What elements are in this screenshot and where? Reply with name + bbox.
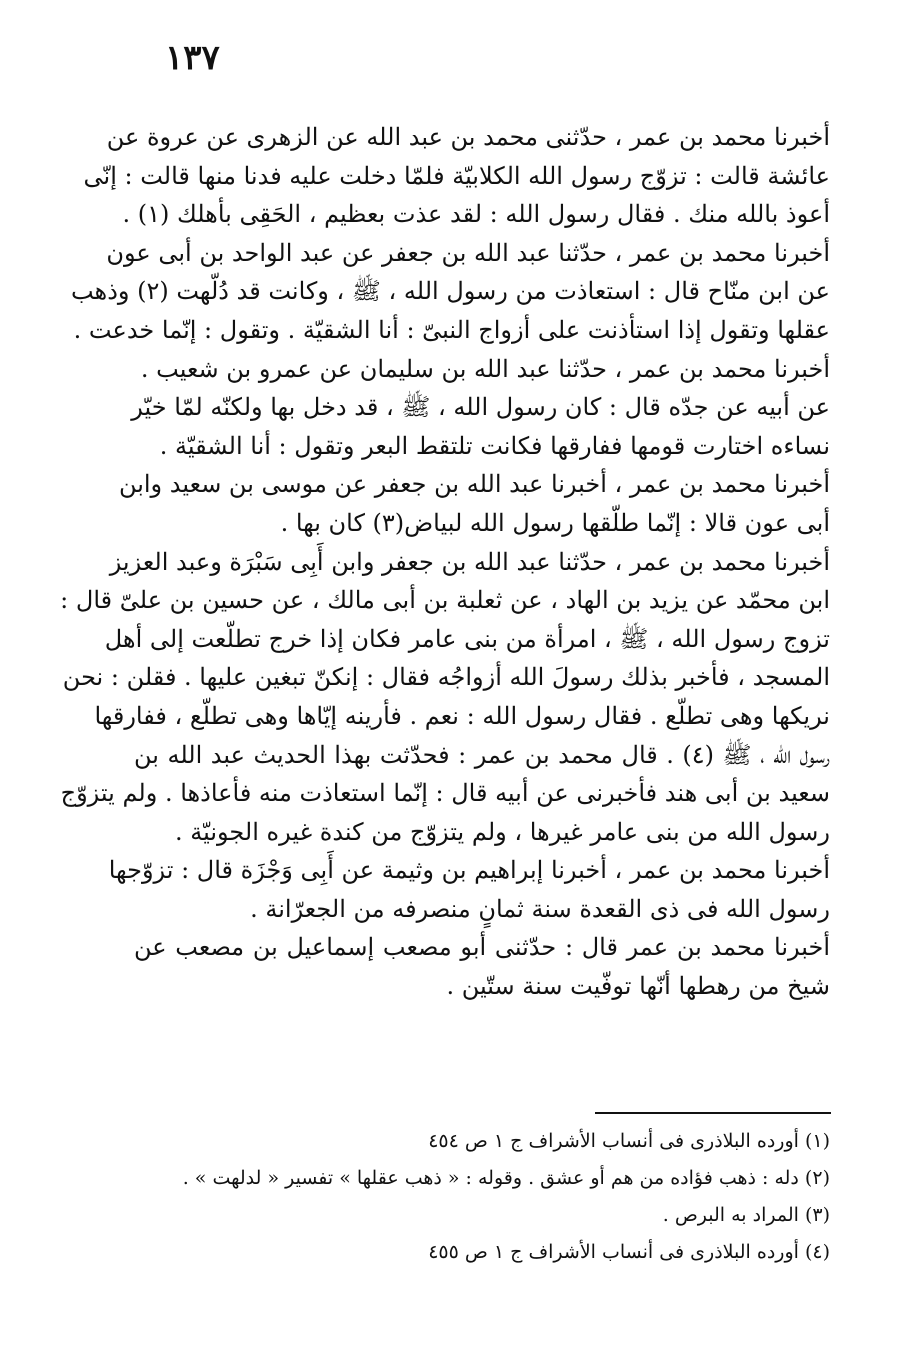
text-line: أخبرنا محمد بن عمر ، أخبرنا عبد الله بن جعفر عن موسى بن سعيد وابن [118, 470, 830, 499]
text-line: نريكها وهى تطلّع . فقال رسول الله : نعم . فأرينه إيّاها وهى تطلّع ، ففارقها [94, 701, 830, 730]
paragraph-6 [60, 543, 830, 852]
text-line: عن أبيه عن جدّه قال : كان رسول الله ، ﷺ ، قد دخل بها ولكنّه لمّا خيّر [131, 393, 830, 422]
paragraph-7 [108, 851, 830, 928]
paragraph-8 [134, 928, 830, 1005]
text-line: سعيد بن أبى هند فأخبرنى عن أبيه قال : إنّما استعاذت منه فأعاذها . ولم يتزوّج [60, 779, 830, 808]
text-line: ابن محمّد عن يزيد بن الهاد ، عن ثعلبة بن أبى مالك ، عن حسين بن علىّ قال : [60, 586, 830, 615]
text-line: عقلها وتقول إذا استأذنت على أزواج النبىّ : أنا الشقيّة . وتقول : إنّما خدعت . [73, 315, 830, 344]
footnote-4: (٤) أورده البلاذرى فى أنساب الأشراف ج ١ ص ٤٥٥ [428, 1241, 830, 1263]
footnote-1: (١) أورده البلاذرى فى أنساب الأشراف ج ١ ص ٤٥٤ [428, 1130, 830, 1152]
text-line: أبى عون قالا : إنّما طلّقها رسول الله لبياض(٣) كان بها . [280, 508, 830, 537]
footnotes [150, 1123, 830, 1271]
body-text [60, 118, 830, 1006]
text-line: رسول الله من بنى عامر غيرها ، ولم يتزوّج من كندة غيره الجونيّة . [174, 817, 830, 846]
text-line: شيخ من رهطها أنّها توفّيت سنة ستّين . [446, 972, 830, 1001]
text-line: أخبرنا محمد بن عمر ، حدّثنا عبد الله بن جعفر وابن أَبِى سَبْرَة وعبد العزيز [109, 547, 830, 576]
paragraph-4 [131, 388, 830, 465]
text-line: أخبرنا محمد بن عمر ، حدّثنى محمد بن عبد الله عن الزهرى عن عروة عن [106, 123, 830, 151]
footnote-3: (٣) المراد به البرص . [662, 1204, 830, 1226]
text-line: عائشة قالت : تزوّج رسول الله الكلابيّة فلمّا دخلت عليه فدنا منها قالت : إنّى [83, 161, 830, 190]
text-line: رسول الله فى ذى القعدة سنة ثمانٍ منصرفه من الجعرّانة . [250, 894, 830, 923]
text-line: أخبرنا محمد بن عمر ، حدّثنا عبد الله بن جعفر عن عبد الواحد بن أبى عون [106, 238, 830, 267]
paragraph-2 [70, 234, 830, 350]
text-line: عن ابن منّاح قال : استعاذت من رسول الله ، ﷺ ، وكانت قد دُلّهت (٢) وذهب [70, 277, 830, 306]
paragraph-1 [83, 118, 830, 234]
text-line: أخبرنا محمد بن عمر قال : حدّثنى أبو مصعب إسماعيل بن مصعب عن [134, 933, 830, 962]
footnote-divider [595, 1112, 831, 1114]
text-line: المسجد ، فأخبر بذلك رسولَ الله أزواجُه فقال : إنكنّ تبغين عليها . فقلن : نحن [62, 663, 830, 692]
text-line: رسول الله ، ﷺ (٤) . قال محمد بن عمر : فحدّثت بهذا الحديث عبد الله بن [134, 740, 830, 769]
text-line: أخبرنا محمد بن عمر ، أخبرنا إبراهيم بن وثيمة عن أَبِى وَجْزَة قال : تزوّجها [108, 856, 830, 885]
footnote-2: (٢) دله : ذهب فؤاده من هم أو عشق . وقوله : « ذهب عقلها » تفسير « لدلهت » . [182, 1167, 830, 1189]
paragraph-3 [134, 350, 830, 389]
text-line: تزوج رسول الله ، ﷺ ، امرأة من بنى عامر فكان إذا خرج تطلّعت إلى أهل [104, 624, 830, 653]
paragraph-5 [118, 465, 830, 542]
page-number: ١٣٧ [165, 38, 220, 78]
text-line: أعوذ بالله منك . فقال رسول الله : لقد عذت بعظيم ، الحَقِى بأهلك (١) . [122, 200, 830, 229]
text-line: أخبرنا محمد بن عمر ، حدّثنا عبد الله بن سليمان عن عمرو بن شعيب . [140, 354, 830, 383]
text-line: نساءه اختارت قومها ففارقها فكانت تلتقط البعر وتقول : أنا الشقيّة . [159, 431, 830, 460]
